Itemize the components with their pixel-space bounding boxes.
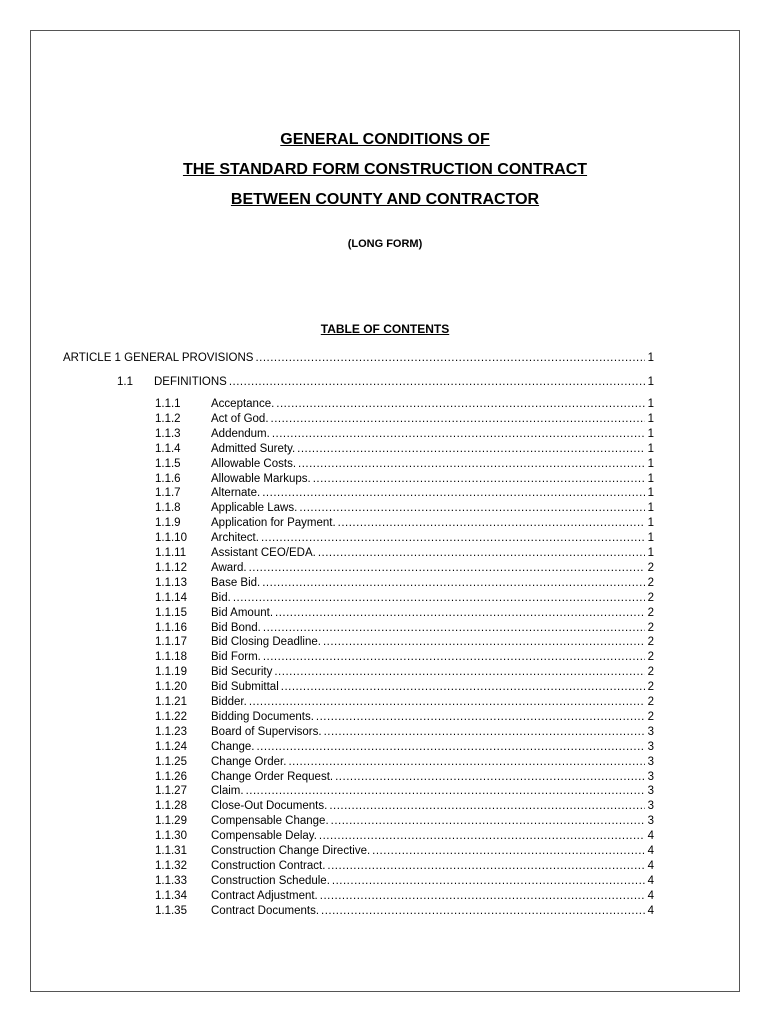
toc-entry-label: Application for Payment. — [211, 517, 336, 530]
toc-entry-row[interactable] — [155, 800, 654, 815]
toc-leader — [288, 756, 645, 768]
toc-entry-row[interactable] — [155, 711, 654, 726]
toc-page-number: 4 — [647, 859, 654, 872]
toc-leader — [299, 502, 645, 514]
toc-leader — [297, 443, 645, 455]
toc-entry-label: Change Order. — [211, 755, 287, 768]
toc-page-number: 1 — [647, 412, 654, 425]
toc-entry-label: Allowable Markups. — [211, 472, 311, 485]
toc-entry-number: 1.1.29 — [155, 815, 187, 828]
subtitle: (LONG FORM) — [347, 238, 423, 250]
toc-entry-number: 1.1.33 — [155, 874, 187, 887]
toc-entry-label: Assistant CEO/EDA. — [211, 547, 316, 559]
title-line-1: GENERAL CONDITIONS OF — [280, 131, 490, 148]
toc-page-number: 3 — [647, 725, 654, 738]
toc-entry-number: 1.1.20 — [155, 681, 187, 694]
toc-leader — [246, 785, 645, 797]
toc-page-number: 2 — [647, 651, 654, 664]
toc-entry-row[interactable] — [155, 413, 654, 428]
toc-entry-label: Award. — [211, 561, 247, 574]
toc-page-number: 1 — [647, 547, 654, 559]
toc-leader — [274, 666, 645, 678]
toc-leader — [272, 428, 645, 440]
toc-section-label: DEFINITIONS — [154, 376, 227, 388]
toc-leader — [255, 352, 645, 364]
toc-entry-row[interactable] — [155, 592, 654, 607]
toc-entry-label: Alternate. — [211, 487, 261, 500]
toc-entry-label: Bid Submittal — [211, 681, 279, 694]
toc-entry-row[interactable] — [155, 517, 654, 532]
toc-entry-number: 1.1.24 — [155, 740, 187, 753]
toc-entry-row[interactable] — [155, 696, 654, 711]
toc-page-number: 1 — [647, 352, 654, 364]
toc-leader — [323, 636, 645, 648]
toc-leader — [331, 815, 645, 827]
toc-entry-label: Architect. — [211, 532, 259, 545]
toc-page-number: 3 — [647, 800, 654, 813]
toc-page-number: 1 — [647, 457, 654, 470]
toc-leader — [263, 622, 645, 634]
toc-entry-label: Bidder. — [211, 696, 247, 708]
toc-page-number: 2 — [647, 696, 654, 708]
toc-entry-label: Addendum. — [211, 427, 270, 440]
toc-entry-number: 1.1.7 — [155, 487, 181, 500]
toc-entry-number: 1.1.28 — [155, 800, 187, 813]
toc-entry-label: Contract Documents. — [211, 904, 320, 917]
toc-page-number: 1 — [647, 376, 654, 388]
toc-page-number: 2 — [647, 710, 654, 723]
toc-entry-row[interactable] — [155, 622, 654, 637]
toc-page-number: 3 — [647, 755, 654, 768]
toc-entry-row[interactable] — [155, 547, 654, 562]
toc-entry-label: Act of God. — [211, 412, 269, 425]
toc-entry-row[interactable] — [155, 562, 654, 577]
toc-entry-row[interactable] — [155, 756, 654, 771]
toc-page-number: 1 — [647, 532, 654, 545]
toc-entry-number: 1.1.27 — [155, 785, 187, 798]
toc-leader — [249, 562, 645, 574]
toc-leader — [319, 830, 645, 842]
toc-leader — [313, 473, 645, 485]
toc-entry-number: 1.1.6 — [155, 472, 181, 485]
toc-entry-row[interactable] — [155, 487, 654, 502]
toc-entry-label: Bidding Documents. — [211, 710, 314, 723]
toc-page-number: 2 — [647, 576, 654, 589]
toc-section-number: 1.1 — [117, 376, 133, 388]
title-line-2: THE STANDARD FORM CONSTRUCTION CONTRACT — [182, 161, 588, 178]
toc-page-number: 2 — [647, 591, 654, 604]
toc-entry-row[interactable] — [155, 458, 654, 473]
toc-leader — [329, 800, 645, 812]
toc-entry-label: Acceptance. — [211, 398, 275, 410]
toc-entry-label: Applicable Laws. — [211, 502, 298, 515]
toc-entry-number: 1.1.1 — [155, 398, 181, 410]
toc-leader — [318, 547, 645, 559]
toc-entry-label: Bid Amount. — [211, 606, 274, 619]
toc-entry-number: 1.1.16 — [155, 621, 187, 634]
toc-entry-row[interactable] — [155, 607, 654, 622]
toc-entry-row[interactable] — [155, 428, 654, 443]
toc-page-number: 4 — [647, 830, 654, 843]
toc-entry-row[interactable] — [155, 577, 654, 592]
title-line-3: BETWEEN COUNTY AND CONTRACTOR — [230, 191, 540, 208]
toc-leader — [233, 592, 645, 604]
toc-entry-label: Construction Schedule. — [211, 874, 330, 887]
toc-entry-number: 1.1.25 — [155, 755, 187, 768]
toc-article-row[interactable] — [63, 352, 654, 367]
toc-entry-label: Compensable Change. — [211, 815, 329, 828]
toc-entry-number: 1.1.18 — [155, 651, 187, 664]
toc-entry-label: Bid Form. — [211, 651, 261, 664]
toc-leader — [256, 741, 645, 753]
toc-entry-row[interactable] — [155, 651, 654, 666]
toc-entry-number: 1.1.32 — [155, 859, 187, 872]
toc-page-number: 2 — [647, 681, 654, 694]
toc-entry-number: 1.1.3 — [155, 427, 181, 440]
toc-entry-row[interactable] — [155, 860, 654, 875]
toc-page-number: 1 — [647, 398, 654, 410]
toc-leader — [321, 905, 645, 917]
toc-entry-number: 1.1.2 — [155, 412, 181, 425]
toc-entry-number: 1.1.9 — [155, 517, 181, 530]
toc-leader — [271, 413, 645, 425]
toc-leader — [324, 726, 645, 738]
toc-entry-row[interactable] — [155, 666, 654, 681]
toc-entry-label: Bid Closing Deadline. — [211, 636, 321, 649]
toc-page-number: 1 — [647, 427, 654, 440]
toc-entry-label: Allowable Costs. — [211, 457, 297, 470]
toc-page-number: 2 — [647, 606, 654, 619]
toc-leader — [261, 532, 645, 544]
toc-entry-number: 1.1.10 — [155, 532, 187, 545]
toc-heading: TABLE OF CONTENTS — [320, 322, 450, 336]
toc-entry-number: 1.1.31 — [155, 845, 187, 857]
toc-entry-label: Contract Adjustment. — [211, 889, 318, 902]
toc-page-number: 1 — [647, 442, 654, 455]
toc-entry-number: 1.1.22 — [155, 710, 187, 723]
toc-page-number: 2 — [647, 621, 654, 634]
toc-entry-row[interactable] — [155, 905, 654, 920]
toc-leader — [281, 681, 645, 693]
toc-page-number: 4 — [647, 874, 654, 887]
toc-entry-number: 1.1.14 — [155, 591, 187, 604]
toc-leader — [229, 376, 645, 388]
toc-entry-number: 1.1.13 — [155, 576, 187, 589]
toc-entry-label: Construction Change Directive. — [211, 845, 371, 857]
toc-entry-row[interactable] — [155, 681, 654, 696]
toc-entry-label: Change Order Request. — [211, 770, 334, 783]
toc-entry-row[interactable] — [155, 785, 654, 800]
toc-leader — [276, 398, 645, 410]
toc-entry-label: Close-Out Documents. — [211, 800, 328, 813]
toc-entry-row[interactable] — [155, 398, 654, 413]
toc-entry-row[interactable] — [155, 815, 654, 830]
toc-page-number: 1 — [647, 502, 654, 515]
toc-section-row[interactable] — [117, 376, 654, 391]
toc-entry-row[interactable] — [155, 741, 654, 756]
toc-entry-label: Claim. — [211, 785, 244, 798]
toc-entry-row[interactable] — [155, 532, 654, 547]
toc-entry-label: Bid. — [211, 591, 231, 604]
toc-page-number: 3 — [647, 815, 654, 828]
toc-entry-number: 1.1.8 — [155, 502, 181, 515]
toc-entry-number: 1.1.5 — [155, 457, 181, 470]
toc-entry-number: 1.1.11 — [155, 547, 187, 559]
toc-page-number: 4 — [647, 904, 654, 917]
toc-entry-row[interactable] — [155, 845, 654, 860]
toc-entry-number: 1.1.12 — [155, 561, 187, 574]
toc-entry-number: 1.1.35 — [155, 904, 187, 917]
toc-article-label: ARTICLE 1 GENERAL PROVISIONS — [63, 352, 254, 364]
toc-entry-label: Compensable Delay. — [211, 830, 317, 843]
toc-leader — [262, 487, 645, 499]
toc-entry-row[interactable] — [155, 502, 654, 517]
toc-entry-number: 1.1.21 — [155, 696, 187, 708]
toc-entry-row[interactable] — [155, 830, 654, 845]
toc-entry-row[interactable] — [155, 890, 654, 905]
toc-entry-number: 1.1.26 — [155, 770, 187, 783]
toc-leader — [275, 607, 645, 619]
toc-leader — [249, 696, 645, 708]
toc-entry-number: 1.1.4 — [155, 442, 181, 455]
toc-entry-number: 1.1.15 — [155, 606, 187, 619]
toc-entry-number: 1.1.23 — [155, 725, 187, 738]
toc-page-number: 2 — [647, 666, 654, 679]
toc-entry-row[interactable] — [155, 726, 654, 741]
toc-leader — [332, 875, 645, 887]
toc-page-number: 3 — [647, 770, 654, 783]
toc-entry-number: 1.1.17 — [155, 636, 187, 649]
toc-page-number: 3 — [647, 785, 654, 798]
toc-entry-number: 1.1.34 — [155, 889, 187, 902]
toc-leader — [320, 890, 645, 902]
toc-leader — [372, 845, 645, 857]
toc-entry-row[interactable] — [155, 443, 654, 458]
toc-entry-label: Board of Supervisors. — [211, 725, 322, 738]
toc-page-number: 4 — [647, 889, 654, 902]
toc-entry-label: Bid Security — [211, 666, 273, 679]
toc-entry-number: 1.1.30 — [155, 830, 187, 843]
toc-page-number: 1 — [647, 487, 654, 500]
toc-page-number: 1 — [647, 517, 654, 530]
toc-entry-row[interactable] — [155, 875, 654, 890]
toc-leader — [298, 458, 645, 470]
toc-entry-number: 1.1.19 — [155, 666, 187, 679]
toc-entry-row[interactable] — [155, 636, 654, 651]
toc-entry-label: Change. — [211, 740, 255, 753]
toc-page-number: 2 — [647, 636, 654, 649]
toc-page-number: 1 — [647, 472, 654, 485]
toc-entry-label: Admitted Surety. — [211, 442, 296, 455]
toc-entry-row[interactable] — [155, 473, 654, 488]
toc-page-number: 2 — [647, 561, 654, 574]
toc-leader — [316, 711, 645, 723]
toc-leader — [327, 860, 645, 872]
toc-leader — [263, 651, 645, 663]
toc-page-number: 4 — [647, 845, 654, 857]
toc-entry-label: Base Bid. — [211, 576, 261, 589]
toc-leader — [338, 517, 645, 529]
toc-entry-row[interactable] — [155, 771, 654, 786]
toc-leader — [262, 577, 645, 589]
toc-entry-label: Construction Contract. — [211, 859, 326, 872]
toc-page-number: 3 — [647, 740, 654, 753]
toc-leader — [335, 771, 645, 783]
toc-entry-label: Bid Bond. — [211, 621, 261, 634]
